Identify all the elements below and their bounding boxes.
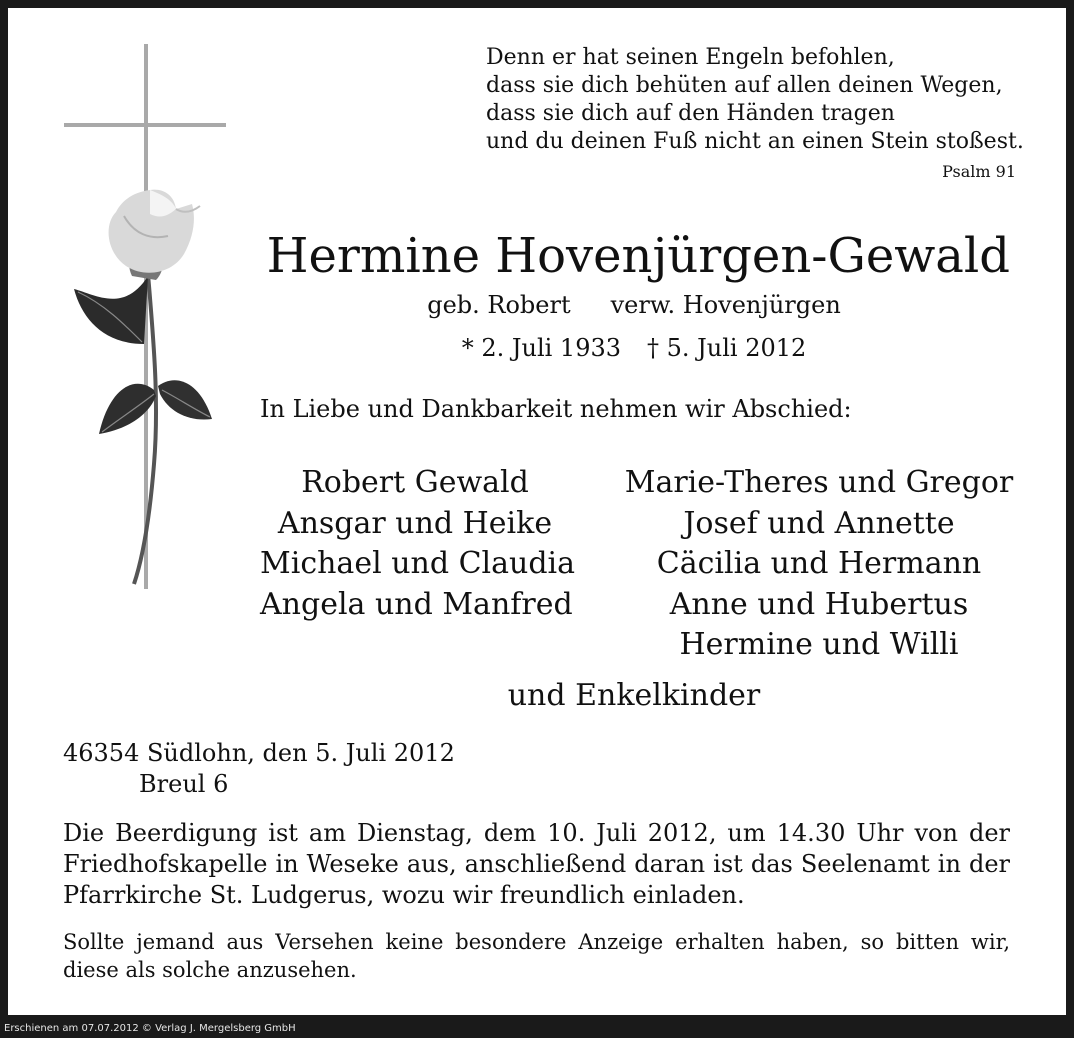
rose-icon (74, 190, 212, 584)
psalm-quote (486, 44, 1024, 181)
maiden-name: geb. Robert (427, 291, 571, 319)
deceased-name: Hermine Hovenjürgen-Gewald (266, 228, 1010, 284)
note-line: diese als solche anzusehen. (63, 958, 357, 982)
widowed-name: verw. Hovenjürgen (610, 291, 841, 319)
mourner-entry: Ansgar und Heike (277, 505, 553, 541)
place-and-date: 46354 Südlohn, den 5. Juli 2012 (63, 739, 455, 767)
mourner-entry: Hermine und Willi (679, 627, 959, 662)
mourners-right-column (620, 463, 1018, 666)
mourner-entry: Robert Gewald (301, 465, 529, 500)
funeral-line: Friedhofskapelle in Weseke aus, anschließend daran ist das Seelenamt in der (63, 850, 1010, 878)
funeral-line: Die Beerdigung ist am Dienstag, dem 10. Juli 2012, um 14.30 Uhr von der (63, 819, 1010, 847)
death-date: † 5. Juli 2012 (647, 334, 807, 362)
mourner-entry: Anne und Hubertus (669, 586, 969, 622)
grandchildren-line: und Enkelkinder (507, 678, 761, 713)
street-address: Breul 6 (139, 770, 229, 798)
psalm-line: und du deinen Fuß nicht an einen Stein stoßest. (486, 129, 1024, 154)
psalm-line: Denn er hat seinen Engeln befohlen, (486, 45, 895, 70)
publication-footer: Erschienen am 07.07.2012 © Verlag J. Mergelsberg GmbH (4, 1023, 296, 1034)
obituary-notice (8, 8, 1066, 1015)
psalm-line: dass sie dich behüten auf allen deinen Wegen, (486, 73, 1003, 98)
mourner-entry: Marie-Theres und Gregor (624, 465, 1014, 500)
birth-date: * 2. Juli 1933 (461, 334, 621, 362)
life-dates (258, 333, 1010, 363)
mourners-left-column (260, 463, 576, 625)
cross-and-rose-illustration (64, 44, 234, 594)
notification-note (63, 928, 1010, 984)
note-line: Sollte jemand aus Versehen keine besondere Anzeige erhalten haben, so bitten wir, (63, 930, 1010, 954)
name-history (258, 290, 1010, 320)
psalm-line: dass sie dich auf den Händen tragen (486, 101, 895, 126)
psalm-reference: Psalm 91 (942, 162, 1016, 181)
mourner-entry: Josef und Annette (683, 505, 955, 541)
farewell-intro: In Liebe und Dankbarkeit nehmen wir Abschied: (260, 395, 852, 423)
mourner-entry: Michael und Claudia (260, 546, 576, 581)
mourner-entry: Angela und Manfred (260, 586, 573, 622)
funeral-details (63, 818, 1010, 911)
funeral-line: Pfarrkirche St. Ludgerus, wozu wir freundlich einladen. (63, 881, 745, 909)
mourner-entry: Cäcilia und Hermann (656, 546, 982, 581)
